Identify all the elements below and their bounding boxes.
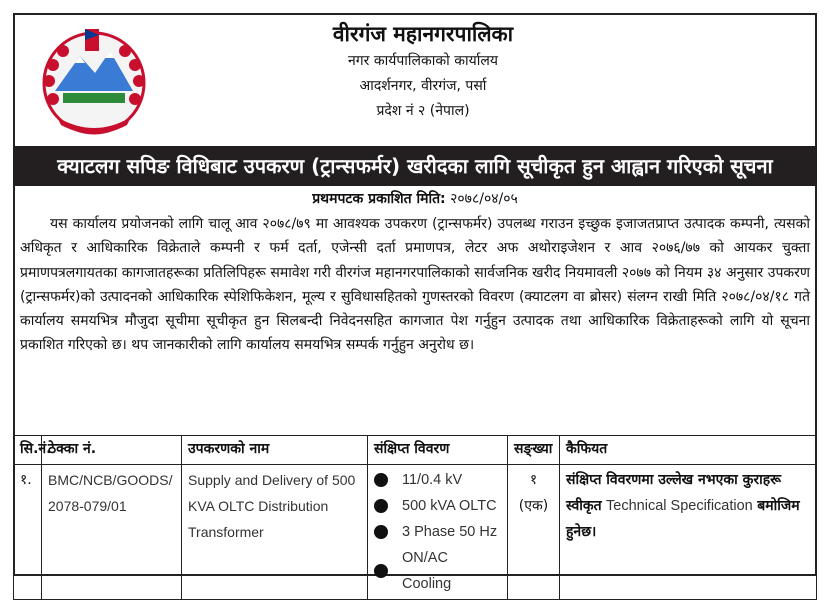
header-name: उपकरणको नाम bbox=[182, 436, 368, 465]
remarks-text-3: बमोजिम हुनेछ। bbox=[566, 498, 800, 540]
remarks-text-1: संक्षिप्त विवरणमा उल्लेख नभएका कुराहरू स्वीकृत bbox=[566, 472, 782, 514]
office-address: आदर्शनगर, वीरगंज, पर्सा bbox=[359, 78, 487, 94]
table-header-row bbox=[14, 436, 817, 465]
header-remarks: कैफियत bbox=[560, 436, 817, 465]
header bbox=[13, 13, 817, 143]
remarks-text-2: Technical Specification bbox=[606, 498, 753, 514]
header-qty: सङ्ख्या bbox=[508, 436, 560, 465]
publish-date-value: २०७८/०४/०५ bbox=[450, 191, 518, 207]
notice-title-banner: क्याटलग सपिङ विधिबाट उपकरण (ट्रान्सफर्मर) खरीदका लागि सूचीकृत हुन आह्वान गरिएको सूचना bbox=[13, 146, 817, 186]
desc-item bbox=[374, 493, 501, 519]
row-item-name: Supply and Delivery of 500 KVA OLTC Distribution Transformer bbox=[182, 465, 368, 600]
desc-text: ON/AC Cooling bbox=[402, 550, 452, 592]
items-table bbox=[13, 435, 817, 600]
header-contract: ठेक्का नं. bbox=[42, 436, 182, 465]
quantity-number: १ bbox=[529, 472, 538, 488]
header-sn: सि.नं. bbox=[14, 436, 42, 465]
desc-text: 11/0.4 kV bbox=[402, 472, 463, 488]
header-desc: संक्षिप्त विवरण bbox=[368, 436, 508, 465]
row-sn: १. bbox=[14, 465, 42, 600]
publish-date-label: प्रथमपटक प्रकाशित मिति: bbox=[312, 191, 446, 207]
row-quantity bbox=[508, 465, 560, 600]
bullet-icon bbox=[374, 499, 388, 513]
bullet-icon bbox=[374, 525, 388, 539]
nepal-emblem-icon bbox=[35, 21, 153, 139]
publish-date-line bbox=[13, 188, 817, 210]
bullet-icon bbox=[374, 564, 388, 578]
office-name: वीरगंज महानगरपालिका bbox=[332, 22, 514, 46]
quantity-words: (एक) bbox=[518, 498, 549, 514]
desc-item bbox=[374, 545, 501, 597]
office-block bbox=[213, 19, 633, 124]
table-row bbox=[14, 465, 817, 600]
office-line-1: नगर कार्यपालिकाको कार्यालय bbox=[348, 53, 498, 69]
desc-item bbox=[374, 519, 501, 545]
bullet-icon bbox=[374, 473, 388, 487]
row-remarks bbox=[560, 465, 817, 600]
row-contract-no: BMC/NCB/GOODS/ 2078-079/01 bbox=[42, 465, 182, 600]
desc-text: 3 Phase 50 Hz bbox=[402, 524, 498, 540]
desc-text: 500 kVA OLTC bbox=[402, 498, 497, 514]
row-description bbox=[368, 465, 508, 600]
notice-body: यस कार्यालय प्रयोजनको लागि चालू आव २०७८/७९ मा आवश्यक उपकरण (ट्रान्सफर्मर) उपलब्ध गराउन इच्छुक इजाजतप्राप्त उत्पादक कम्पनी, त्यसको अधिकृत र आधिकारिक विक्रेताले कम्पनी र फर्म दर्ता, एजेन्सी दर्ता प्रमाणपत्र, लेटर अफ अथोराइजेशन र आव २०७६/७७ को आयकर चुक्ता प्रमाणपत्रलगायतका कागजातहरूका प्रतिलिपिहरू समावेश गरी वीरगंज महानगरपालिकाको सार्वजनिक खरीद नियमावली २०७७ को नियम ३४ अनुसार उपकरण (ट्रान्सफर्मर)को उत्पादनको आधिकारिक स्पेशिफिकेशन, मूल्य र सुविधासहितको गुणस्तरको विवरण (क्याटलग वा ब्रोसर) संलग्न राखी मिति २०७८/०४/१८ गते कार्यालय समयभित्र मौजुदा सूचीमा सूचीकृत हुन सिलबन्दी निवेदनसहित कागजात पेश गर्नुहुन उत्पादक तथा आधिकारिक विक्रेताहरूको लागि यो सूचना प्रकाशित गरिएको छ। थप जानकारीको लागि कार्यालय समयभित्र सम्पर्क गर्नुहुन अनुरोध छ। bbox=[20, 216, 810, 354]
desc-item bbox=[374, 467, 501, 493]
office-province: प्रदेश नं २ (नेपाल) bbox=[376, 103, 470, 119]
